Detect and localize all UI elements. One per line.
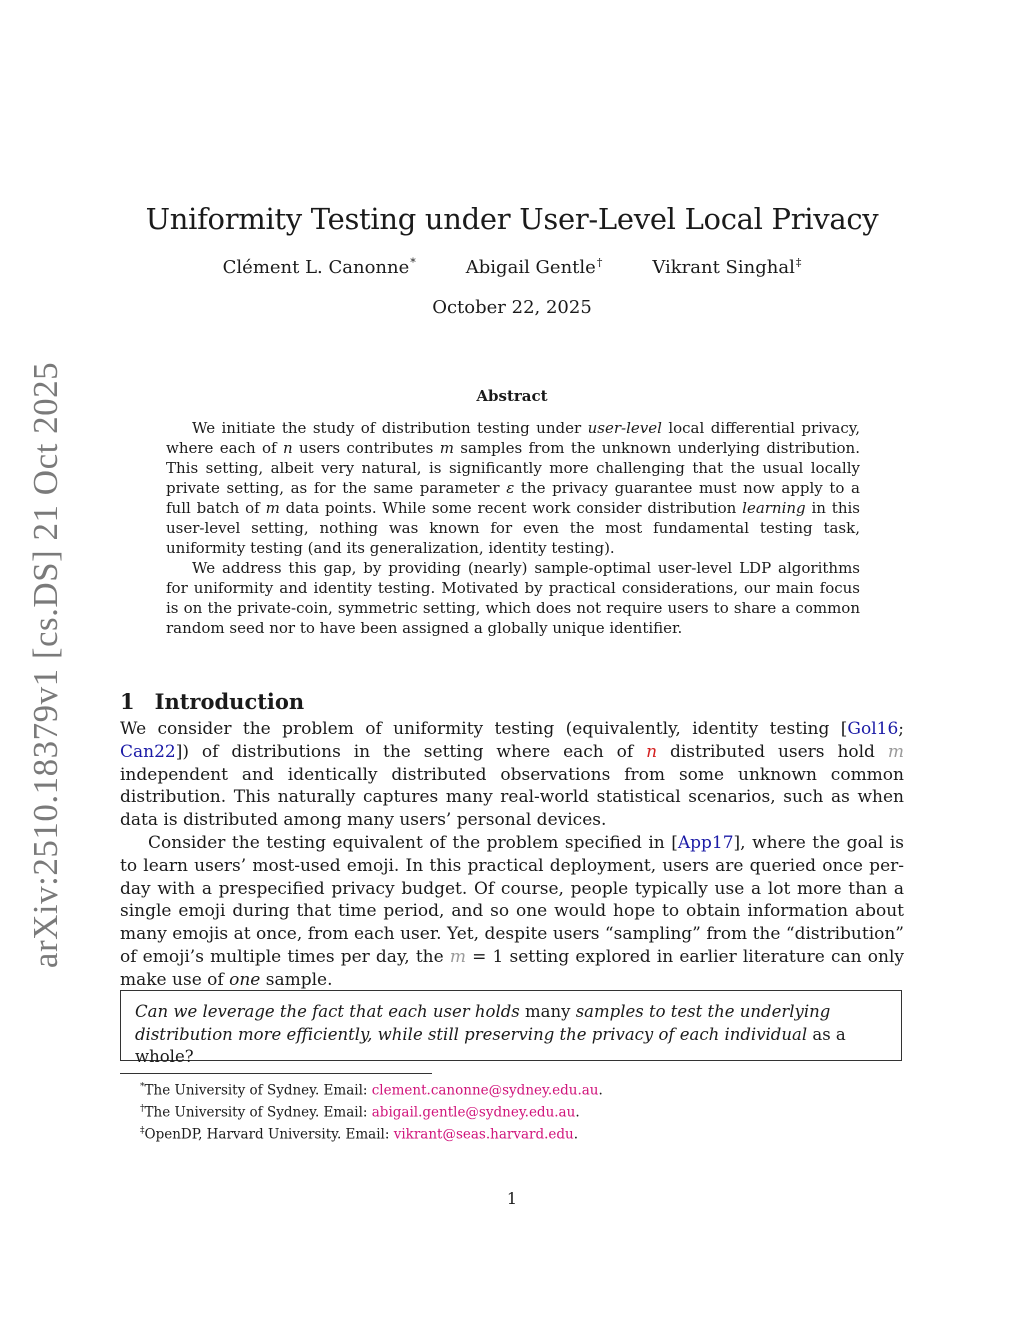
footnote-divider	[120, 1073, 432, 1074]
author: Vikrant Singhal‡	[652, 256, 802, 278]
page-number: 1	[506, 1189, 518, 1208]
abstract-paragraph: We initiate the study of distribution testing under user-level local differential privacy, where each of n users contributes m samples from the unknown underlying distribution. This setting, albeit very natural, is significantly more challenging that the usual locally private setting, as for the same parameter ε the privacy guarantee must now apply to a full batch of m data points. While some recent work consider distribution learning in this user-level setting, nothing was known for even the most fundamental testing task, uniformity testing (and its generalization, identity testing).	[166, 419, 860, 557]
research-question-box: Can we leverage the fact that each user holds many samples to test the underlying distribution more efficiently, while still preserving the privacy of each individual as a whole?	[120, 990, 902, 1061]
footnote: *The University of Sydney. Email: clement.canonne@sydney.edu.au.	[140, 1082, 603, 1099]
footnote: †The University of Sydney. Email: abigail.gentle@sydney.edu.au.	[140, 1104, 580, 1121]
author: Clément L. Canonne*	[222, 256, 416, 278]
introduction-body	[120, 718, 904, 992]
footnote-marker[interactable]: †	[596, 256, 603, 269]
publication-date: October 22, 2025	[432, 297, 592, 318]
paper-title: Uniformity Testing under User-Level Local Privacy	[145, 202, 879, 237]
citation-link[interactable]: Can22	[120, 741, 176, 762]
footnote-marker[interactable]: *	[410, 256, 416, 269]
section-heading: 1 Introduction	[120, 689, 305, 715]
email-link[interactable]: abigail.gentle@sydney.edu.au	[371, 1104, 576, 1121]
abstract-body	[166, 418, 860, 638]
email-link[interactable]: vikrant@seas.harvard.edu	[393, 1126, 574, 1143]
body-paragraph: Consider the testing equivalent of the problem specified in [App17], where the goal is to learn users’ most-used emoji. In this practical deployment, users are queried once per-day with a prespecified privacy budget. Of course, people typically use a lot more than a single emoji during that time period, and so one would hope to obtain information about many emojis at once, from each user. Yet, despite users “sampling” from the “distribution” of emoji’s multiple times per day, the m = 1 setting explored in earlier literature can only make use of one sample.	[120, 832, 904, 990]
abstract-heading: Abstract	[476, 387, 548, 405]
citation-link[interactable]: App17	[677, 832, 734, 853]
footnotes	[140, 1078, 603, 1144]
body-paragraph: We consider the problem of uniformity testing (equivalently, identity testing [Gol16; Can22]) of distributions in the setting where each of n distributed users hold m independent and identically distributed observations from some unknown common distribution. This naturally captures many real-world statistical scenarios, such as when data is distributed among many users’ personal devices.	[120, 719, 904, 831]
abstract-paragraph: We address this gap, by providing (nearly) sample-optimal user-level LDP algorithms for uniformity and identity testing. Motivated by practical considerations, our main focus is on the private-coin, symmetric setting, which does not require users to share a common random seed nor to have been assigned a globally unique identifier.	[166, 559, 860, 637]
citation-link[interactable]: Gol16	[847, 719, 899, 739]
footnote: ‡OpenDP, Harvard University. Email: vikrant@seas.harvard.edu.	[140, 1126, 579, 1143]
footnote-marker[interactable]: ‡	[795, 256, 802, 269]
arxiv-identifier-stamp[interactable]: arXiv:2510.18379v1 [cs.DS] 21 Oct 2025	[26, 361, 65, 969]
author-list	[0, 256, 1024, 278]
email-link[interactable]: clement.canonne@sydney.edu.au	[371, 1082, 599, 1099]
author: Abigail Gentle†	[465, 256, 603, 278]
